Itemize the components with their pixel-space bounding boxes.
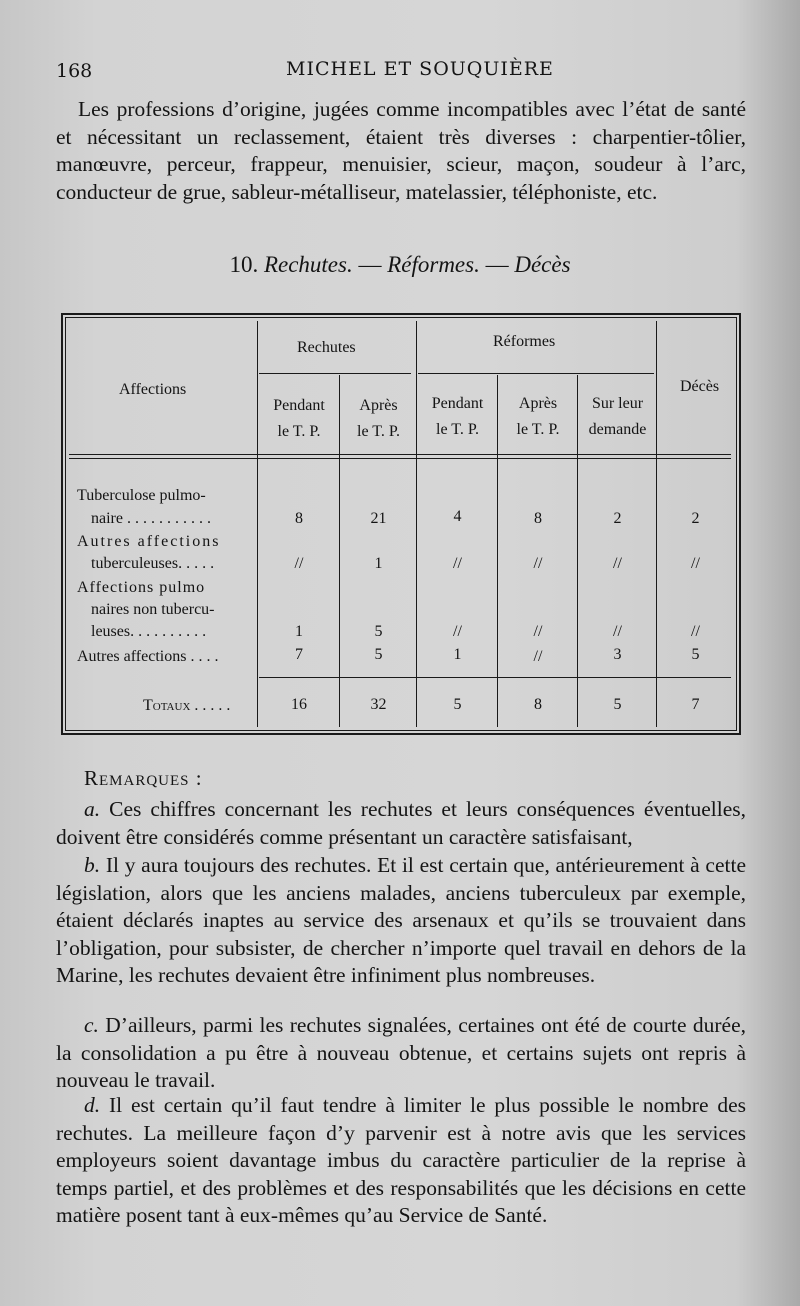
col-divider <box>577 375 578 727</box>
section-number: 10. <box>229 252 259 277</box>
table-cell: 1 <box>453 646 462 663</box>
remark-a <box>56 796 746 851</box>
running-title: MICHEL ET SOUQUIÈRE <box>286 58 554 80</box>
remark-b <box>56 852 746 990</box>
table-cell: 2 <box>613 510 622 527</box>
group-underline <box>259 373 411 374</box>
total-cell: 7 <box>691 696 700 713</box>
row-label: Autres affections <box>77 533 221 550</box>
table-cell: 5 <box>374 646 383 663</box>
header-affections: Affections <box>119 381 187 398</box>
subheader-tp: le T. P. <box>277 423 321 440</box>
section-dash-2: — <box>485 252 509 277</box>
table-cell: // <box>691 555 700 572</box>
col-divider <box>497 375 498 727</box>
table-cell: // <box>533 648 543 665</box>
remark-c-text: D’ailleurs, parmi les rechutes signalées, certaines ont été de courte durée, la consolidation a pu être à nouveau obtenue, et certains sujets ont repris à nouveau le travail. <box>56 1013 747 1092</box>
col-divider <box>257 321 258 727</box>
subheader-pendant: Pendant <box>273 397 325 414</box>
table-cell: 5 <box>374 623 383 640</box>
table-cell: // <box>533 623 543 640</box>
header-deces: Décès <box>680 378 720 395</box>
remark-c <box>56 1012 746 1095</box>
table-cell: 1 <box>295 623 303 640</box>
subheader-tp: le T. P. <box>436 421 479 438</box>
page-number: 168 <box>56 60 93 82</box>
total-cell: 5 <box>613 696 622 713</box>
subheader-demande: demande <box>588 421 647 438</box>
col-divider <box>656 321 657 727</box>
total-cell: 5 <box>453 696 462 713</box>
remark-d-text: Il est certain qu’il faut tendre à limiter le plus possible le nombre des rechutes. La meilleure façon d’y parvenir est à notre avis que les services employeurs soient davantage imbus du caractère particulier de la reprise à temps partiel, et des problèmes et des responsabilités que les décisions en cette matière posent tant à eux-mêmes qu’au Service de Santé. <box>56 1093 747 1227</box>
subheader-apres: Après <box>518 395 558 412</box>
table-cell: 1 <box>374 555 383 572</box>
remark-b-text: Il y aura toujours des rechutes. Et il est certain que, antérieurement à cette législation, alors que les anciens malades, anciens tuberculeux par exemple, étaient déclarés inaptes au service des arsenaux et qu’ils se trouvaient dans l’obligation, pour subsister, de chercher n’importe quel travail en dehors de la Marine, les rechutes devaient être infiniment plus nombreuses. <box>56 853 746 987</box>
remark-d <box>56 1092 746 1230</box>
remark-c-letter: c. <box>84 1013 99 1037</box>
group-underline <box>418 373 654 374</box>
col-divider <box>339 375 340 727</box>
row-label: Affections pulmo <box>77 579 206 596</box>
table-cell: 8 <box>534 510 542 527</box>
table-cell: 2 <box>691 510 700 527</box>
table-cell: // <box>691 623 700 640</box>
remarks-heading <box>84 766 203 791</box>
remark-d-letter: d. <box>84 1093 101 1117</box>
row-label: naire . . . . . . . . . . . <box>91 510 211 527</box>
intro-paragraph: Les professions d’origine, jugées comme incompatibles avec l’état de santé et nécessitant un reclassement, étaient très diverses : charpentier-tôlier, manœuvre, perceur, frappeur, menuisier, scieur, maçon, soudeur à l’arc, conducteur de grue, sableur-métalliseur, matelassier, téléphoniste, etc. <box>56 97 746 204</box>
table-cell: 21 <box>370 510 387 527</box>
table-cell: // <box>613 555 622 572</box>
total-cell: 16 <box>291 696 307 713</box>
total-cell: 32 <box>370 696 387 713</box>
header-rule <box>69 454 731 455</box>
table-cell: 7 <box>295 646 303 663</box>
row-label: Autres affections . . . . <box>77 648 219 665</box>
section-dash-1: — <box>358 252 382 277</box>
statistics-table <box>61 313 741 735</box>
row-label: tuberculeuses. . . . . <box>91 555 215 572</box>
row-label: leuses. . . . . . . . . . <box>91 623 207 640</box>
section-title <box>0 252 800 278</box>
col-divider <box>416 321 417 727</box>
table-cell: // <box>453 555 462 572</box>
totals-rule <box>259 677 731 678</box>
section-title-reformes: Réformes. <box>387 252 480 277</box>
table-cell: 8 <box>295 510 303 527</box>
header-rechutes: Rechutes <box>297 339 356 356</box>
remark-a-letter: a. <box>84 797 101 821</box>
subheader-tp: le T. P. <box>516 421 560 438</box>
table-cell: 3 <box>613 646 622 663</box>
subheader-sur-leur: Sur leur <box>591 395 644 412</box>
table-cell: // <box>453 623 462 640</box>
header-reformes: Réformes <box>493 333 556 350</box>
subheader-tp: le T. P. <box>357 423 400 440</box>
total-cell: 8 <box>534 696 542 713</box>
subheader-apres: Après <box>359 397 398 414</box>
remark-a-text: Ces chiffres concernant les rechutes et leurs conséquences éventuelles, doivent être considérés comme présentant un caractère satisfaisant, <box>56 797 747 849</box>
remark-b-letter: b. <box>84 853 101 877</box>
table-cell: // <box>294 555 304 572</box>
section-title-rechutes: Rechutes. <box>263 252 353 277</box>
table-cell: // <box>533 555 543 572</box>
table-cell: 4 <box>453 508 462 525</box>
row-label: naires non tubercu- <box>91 601 215 618</box>
subheader-pendant: Pendant <box>431 395 484 412</box>
header-rule-double <box>69 458 731 459</box>
row-label: Tuberculose pulmo- <box>77 487 206 504</box>
table-cell: 5 <box>691 646 700 663</box>
page-header <box>56 50 740 84</box>
section-title-deces: Décès <box>514 252 571 277</box>
totals-label: Totaux . . . . . <box>143 697 231 714</box>
table-cell: // <box>613 623 622 640</box>
remarks-title-text: Remarques : <box>84 766 203 790</box>
